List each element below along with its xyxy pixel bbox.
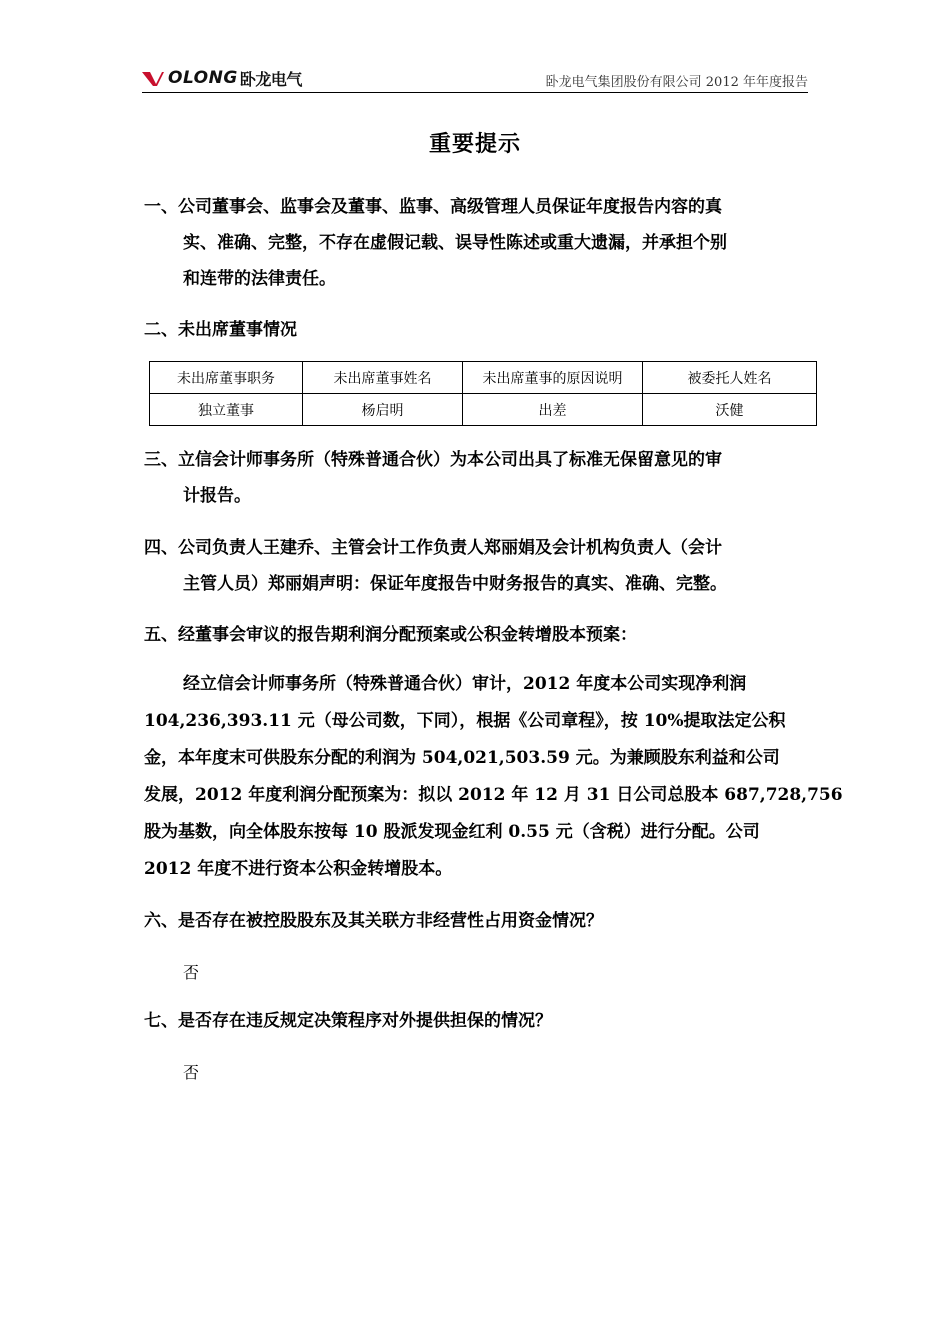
paragraph-line: 2012 年度不进行资本公积金转增股本。 <box>144 859 453 879</box>
section-2-title-text: 二、未出席董事情况 <box>144 320 297 340</box>
section-4 <box>144 530 810 602</box>
section-6-title-text: 六、是否存在被控股股东及其关联方非经营性占用资金情况？ <box>144 911 603 931</box>
table-cell: 独立董事 <box>150 394 303 426</box>
section-5-title <box>144 617 810 653</box>
report-title: 卧龙电气集团股份有限公司 2012 年年度报告 <box>545 75 808 90</box>
profit-distribution-paragraph <box>144 666 843 888</box>
wolong-logo <box>142 68 302 88</box>
section-1-line: 和连带的法律责任。 <box>183 269 336 289</box>
table-cell: 杨启明 <box>303 394 463 426</box>
absent-directors-table <box>149 361 817 426</box>
paragraph-line: 发展，2012 年度利润分配预案为：拟以 2012 年 12 月 31 日公司总股本 687,728,756 <box>144 785 843 805</box>
table-cell: 出差 <box>463 394 643 426</box>
section-4-line: 主管人员）郑丽娟声明：保证年度报告中财务报告的真实、准确、完整。 <box>183 574 727 594</box>
section-3 <box>144 442 810 514</box>
section-3-line: 三、立信会计师事务所（特殊普通合伙）为本公司出具了标准无保留意见的审 <box>144 450 722 470</box>
table-header-cell: 未出席董事职务 <box>150 362 303 394</box>
section-4-line: 四、公司负责人王建乔、主管会计工作负责人郑丽娟及会计机构负责人（会计 <box>144 538 722 558</box>
page-header <box>142 62 808 93</box>
logo-text: OLONG <box>168 68 238 88</box>
section-7-answer: 否 <box>183 1063 200 1082</box>
section-5-title-text: 五、经董事会审议的报告期利润分配预案或公积金转增股本预案： <box>144 625 637 645</box>
table-header-cell: 未出席董事姓名 <box>303 362 463 394</box>
paragraph-line: 股为基数，向全体股东按每 10 股派发现金红利 0.55 元（含税）进行分配。公司 <box>144 822 760 842</box>
section-1 <box>144 189 810 297</box>
table-header-row <box>150 362 817 394</box>
section-1-line: 一、公司董事会、监事会及董事、监事、高级管理人员保证年度报告内容的真 <box>144 197 722 217</box>
table-header-cell: 未出席董事的原因说明 <box>463 362 643 394</box>
page-title: 重要提示 <box>428 132 521 157</box>
section-2-title <box>144 312 810 348</box>
section-1-line: 实、准确、完整，不存在虚假记载、误导性陈述或重大遗漏，并承担个别 <box>183 233 727 253</box>
logo-cn-text: 卧龙电气 <box>239 69 302 89</box>
paragraph-line: 金，本年度末可供股东分配的利润为 504,021,503.59 元。为兼顾股东利益和公司 <box>144 748 780 768</box>
table-header-cell: 被委托人姓名 <box>643 362 817 394</box>
section-6-answer: 否 <box>183 963 200 982</box>
section-7-title-text: 七、是否存在违反规定决策程序对外提供担保的情况？ <box>144 1011 552 1031</box>
table-cell: 沃健 <box>643 394 817 426</box>
paragraph-line: 104,236,393.11 元（母公司数，下同），根据《公司章程》，按 10%提取法定公积 <box>144 711 786 731</box>
section-3-line: 计报告。 <box>183 486 251 506</box>
section-6-title <box>144 903 810 939</box>
paragraph-line: 经立信会计师事务所（特殊普通合伙）审计，2012 年度本公司实现净利润 <box>183 674 747 694</box>
table-row <box>150 394 817 426</box>
section-7-title <box>144 1003 810 1039</box>
